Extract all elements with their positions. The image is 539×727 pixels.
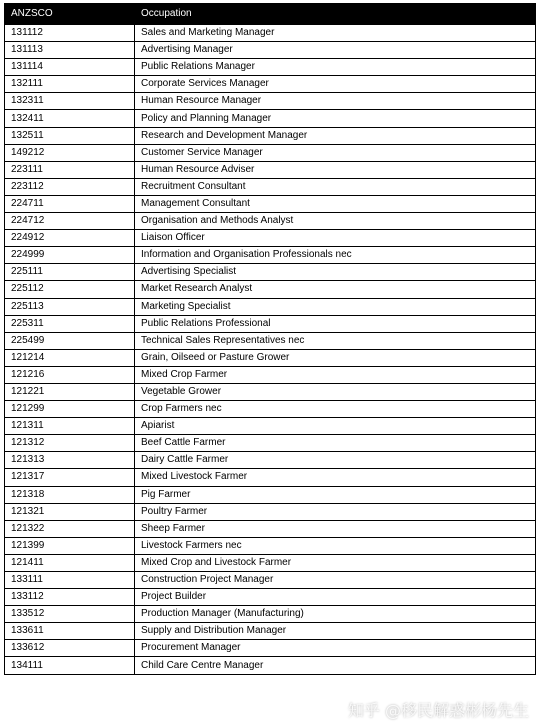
anzsco-code-cell: 134111 (5, 657, 135, 674)
anzsco-code-cell: 132511 (5, 127, 135, 144)
table-row (5, 144, 536, 161)
table-row (5, 486, 536, 503)
occupation-cell: Livestock Farmers nec (135, 537, 536, 554)
occupation-cell: Marketing Specialist (135, 298, 536, 315)
table-row (5, 127, 536, 144)
table-row (5, 418, 536, 435)
anzsco-code-cell: 133112 (5, 589, 135, 606)
occupation-cell: Grain, Oilseed or Pasture Grower (135, 349, 536, 366)
occupation-cell: Crop Farmers nec (135, 401, 536, 418)
occupation-cell: Pig Farmer (135, 486, 536, 503)
table-row (5, 572, 536, 589)
anzsco-code-cell: 121312 (5, 435, 135, 452)
anzsco-code-cell: 225311 (5, 315, 135, 332)
occupation-cell: Dairy Cattle Farmer (135, 452, 536, 469)
anzsco-code-cell: 121317 (5, 469, 135, 486)
table-row (5, 606, 536, 623)
table-row (5, 110, 536, 127)
occupation-cell: Apiarist (135, 418, 536, 435)
table-row (5, 25, 536, 42)
anzsco-code-cell: 224712 (5, 213, 135, 230)
header-anzsco: ANZSCO (5, 4, 135, 25)
occupation-cell: Child Care Centre Manager (135, 657, 536, 674)
occupation-cell: Public Relations Manager (135, 59, 536, 76)
table-row (5, 298, 536, 315)
occupation-cell: Supply and Distribution Manager (135, 623, 536, 640)
occupation-cell: Customer Service Manager (135, 144, 536, 161)
table-row (5, 520, 536, 537)
anzsco-code-cell: 121214 (5, 349, 135, 366)
header-occupation: Occupation (135, 4, 536, 25)
occupation-cell: Sales and Marketing Manager (135, 25, 536, 42)
table-row (5, 589, 536, 606)
occupation-cell: Recruitment Consultant (135, 178, 536, 195)
occupation-cell: Corporate Services Manager (135, 76, 536, 93)
anzsco-code-cell: 225111 (5, 264, 135, 281)
occupation-cell: Sheep Farmer (135, 520, 536, 537)
anzsco-code-cell: 224912 (5, 230, 135, 247)
table-header-row (5, 4, 536, 25)
occupation-cell: Organisation and Methods Analyst (135, 213, 536, 230)
occupation-cell: Technical Sales Representatives nec (135, 332, 536, 349)
anzsco-code-cell: 131112 (5, 25, 135, 42)
anzsco-code-cell: 121221 (5, 383, 135, 400)
anzsco-code-cell: 224711 (5, 195, 135, 212)
anzsco-code-cell: 121299 (5, 401, 135, 418)
anzsco-code-cell: 223111 (5, 161, 135, 178)
anzsco-code-cell: 121311 (5, 418, 135, 435)
anzsco-code-cell: 133611 (5, 623, 135, 640)
table-row (5, 161, 536, 178)
table-row (5, 247, 536, 264)
occupation-cell: Advertising Specialist (135, 264, 536, 281)
table-row (5, 42, 536, 59)
occupation-table-container (4, 3, 535, 675)
table-row (5, 213, 536, 230)
occupation-cell: Construction Project Manager (135, 572, 536, 589)
table-row (5, 315, 536, 332)
occupation-cell: Advertising Manager (135, 42, 536, 59)
table-row (5, 93, 536, 110)
anzsco-code-cell: 132311 (5, 93, 135, 110)
occupation-cell: Management Consultant (135, 195, 536, 212)
anzsco-code-cell: 225499 (5, 332, 135, 349)
anzsco-code-cell: 132411 (5, 110, 135, 127)
table-row (5, 366, 536, 383)
table-row (5, 383, 536, 400)
anzsco-code-cell: 133512 (5, 606, 135, 623)
occupation-cell: Policy and Planning Manager (135, 110, 536, 127)
table-row (5, 469, 536, 486)
anzsco-code-cell: 121399 (5, 537, 135, 554)
occupation-cell: Market Research Analyst (135, 281, 536, 298)
occupation-cell: Beef Cattle Farmer (135, 435, 536, 452)
table-body (5, 25, 536, 675)
occupation-table (4, 3, 536, 675)
anzsco-code-cell: 133111 (5, 572, 135, 589)
occupation-cell: Mixed Crop Farmer (135, 366, 536, 383)
table-row (5, 640, 536, 657)
table-row (5, 230, 536, 247)
anzsco-code-cell: 121322 (5, 520, 135, 537)
table-row (5, 554, 536, 571)
occupation-cell: Vegetable Grower (135, 383, 536, 400)
occupation-cell: Poultry Farmer (135, 503, 536, 520)
table-row (5, 537, 536, 554)
occupation-cell: Human Resource Manager (135, 93, 536, 110)
table-row (5, 76, 536, 93)
table-row (5, 657, 536, 674)
anzsco-code-cell: 132111 (5, 76, 135, 93)
anzsco-code-cell: 224999 (5, 247, 135, 264)
table-row (5, 503, 536, 520)
occupation-cell: Project Builder (135, 589, 536, 606)
table-row (5, 195, 536, 212)
occupation-cell: Human Resource Adviser (135, 161, 536, 178)
table-row (5, 332, 536, 349)
table-row (5, 349, 536, 366)
anzsco-code-cell: 149212 (5, 144, 135, 161)
occupation-cell: Production Manager (Manufacturing) (135, 606, 536, 623)
anzsco-code-cell: 121313 (5, 452, 135, 469)
table-row (5, 435, 536, 452)
anzsco-code-cell: 121216 (5, 366, 135, 383)
anzsco-code-cell: 133612 (5, 640, 135, 657)
table-row (5, 452, 536, 469)
table-row (5, 59, 536, 76)
occupation-cell: Mixed Livestock Farmer (135, 469, 536, 486)
table-row (5, 264, 536, 281)
anzsco-code-cell: 121321 (5, 503, 135, 520)
occupation-cell: Mixed Crop and Livestock Farmer (135, 554, 536, 571)
table-row (5, 401, 536, 418)
table-row (5, 623, 536, 640)
watermark-text: 知乎 @移民解惑彬杨先生 (347, 701, 529, 720)
anzsco-code-cell: 121411 (5, 554, 135, 571)
anzsco-code-cell: 121318 (5, 486, 135, 503)
anzsco-code-cell: 131113 (5, 42, 135, 59)
table-row (5, 281, 536, 298)
anzsco-code-cell: 131114 (5, 59, 135, 76)
occupation-cell: Information and Organisation Professionals nec (135, 247, 536, 264)
occupation-cell: Research and Development Manager (135, 127, 536, 144)
anzsco-code-cell: 225113 (5, 298, 135, 315)
occupation-cell: Procurement Manager (135, 640, 536, 657)
table-row (5, 178, 536, 195)
occupation-cell: Public Relations Professional (135, 315, 536, 332)
anzsco-code-cell: 223112 (5, 178, 135, 195)
occupation-cell: Liaison Officer (135, 230, 536, 247)
anzsco-code-cell: 225112 (5, 281, 135, 298)
